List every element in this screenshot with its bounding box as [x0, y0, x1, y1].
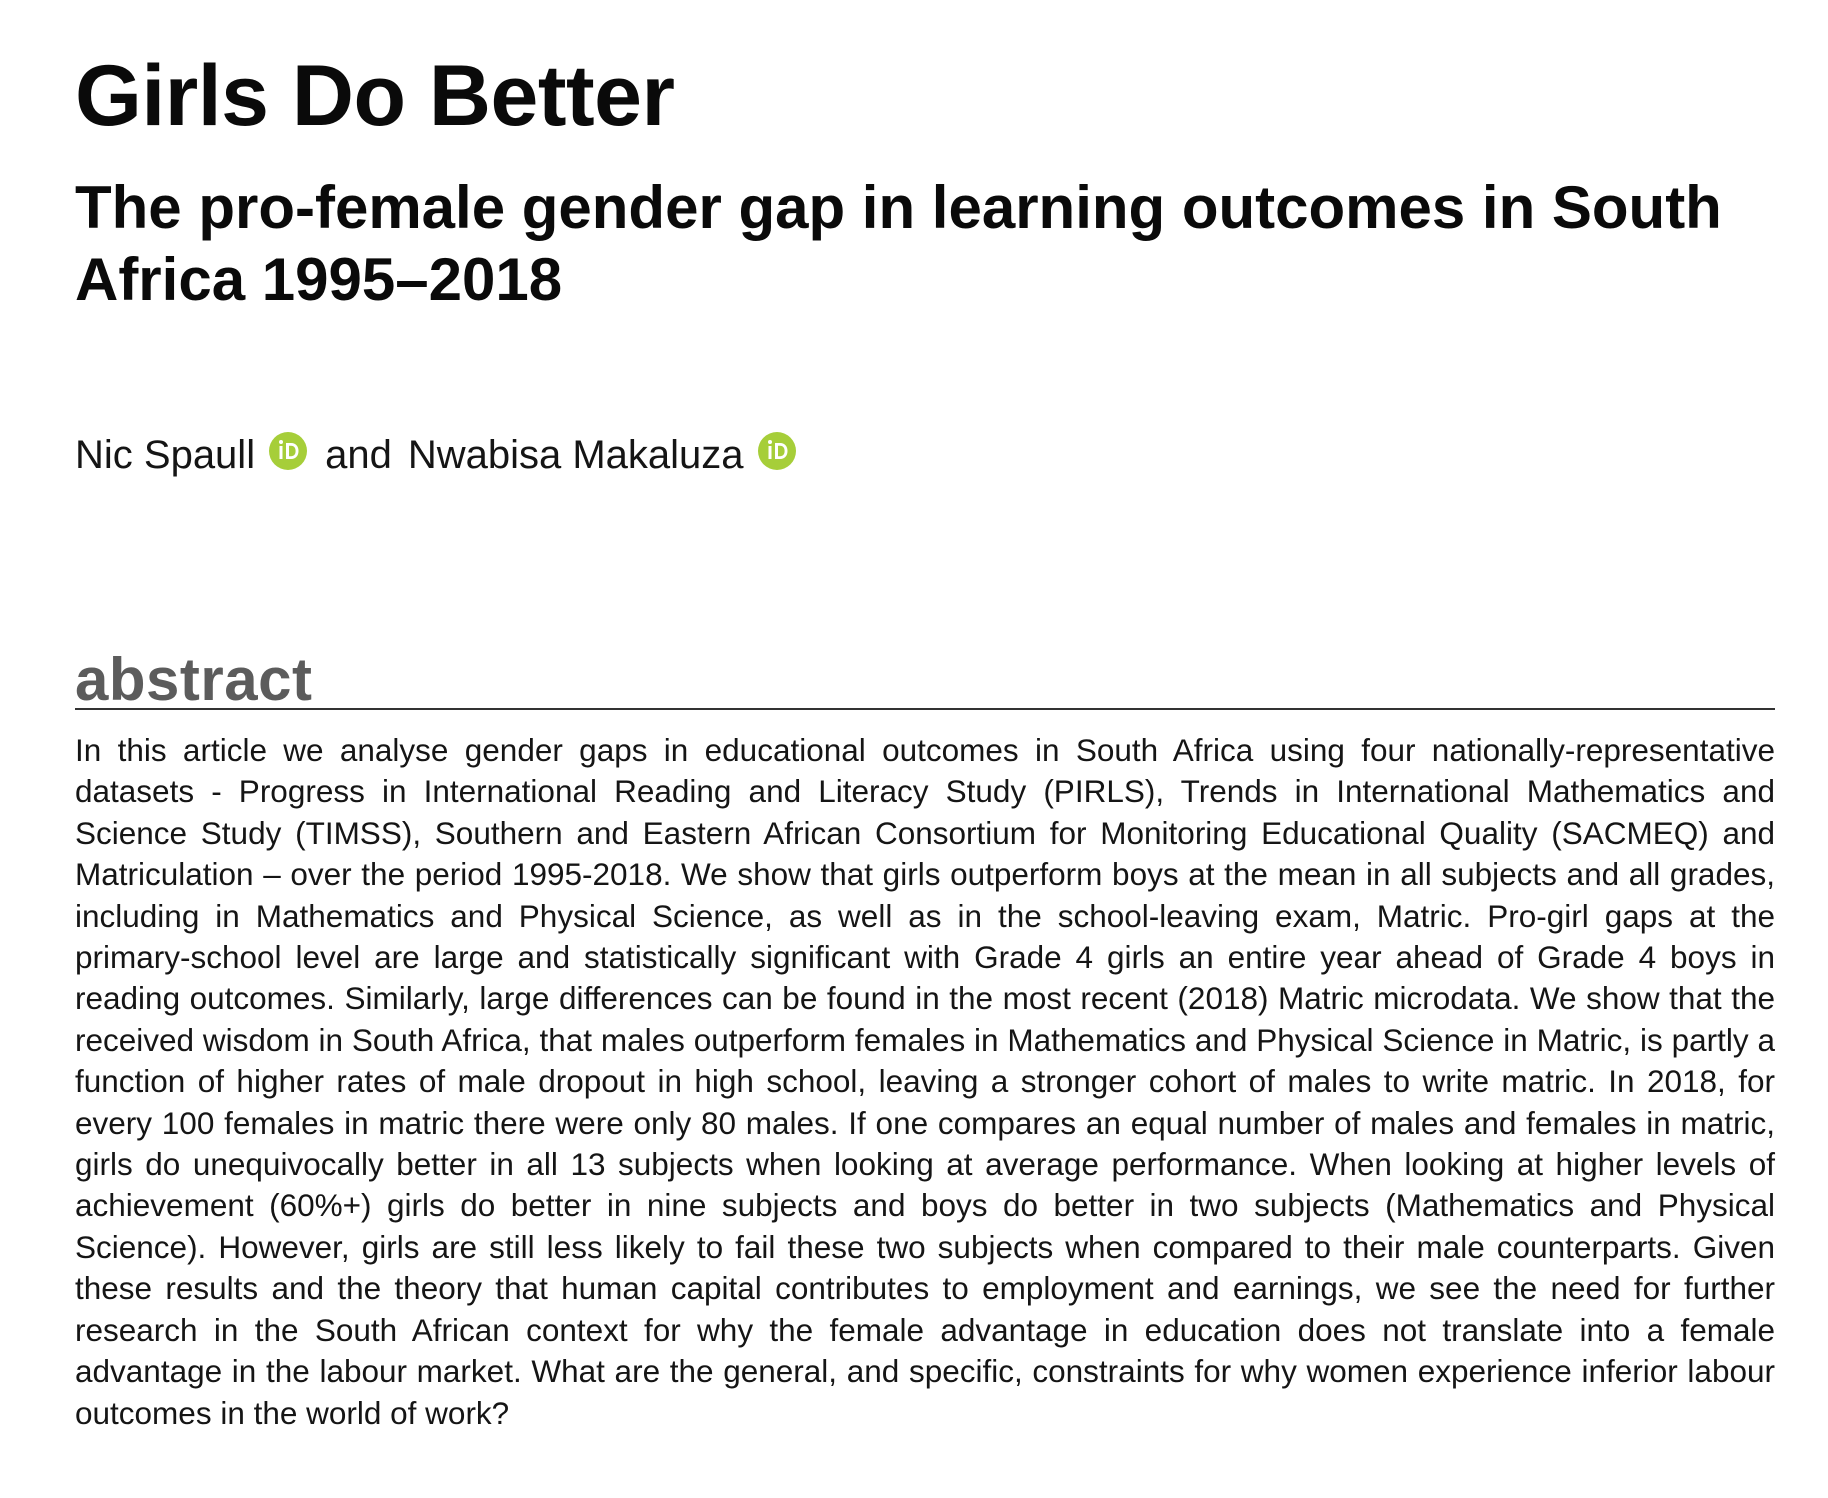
- article-page: [75, 0, 1775, 1498]
- author-conjunction: and: [325, 433, 392, 477]
- orcid-icon[interactable]: [269, 432, 307, 470]
- article-title: Girls Do Better: [75, 48, 675, 144]
- orcid-icon[interactable]: [758, 432, 796, 470]
- abstract-heading: abstract: [75, 646, 313, 713]
- author-name-1: Nic Spaull: [75, 433, 256, 477]
- author-line: [75, 428, 814, 482]
- article-subtitle: The pro-female gender gap in learning outcomes in South Africa 1995–2018: [75, 174, 1722, 313]
- abstract-text: In this article we analyse gender gaps in educational outcomes in South Africa using four nationally-representative datasets - Progress in International Reading and Literacy Study (PIRLS), Trends in International Mathematics and Science Study (TIMSS), Southern and Eastern African Consortium for Monitoring Educational Quality (SACMEQ) and Matriculation – over the period 1995-2018. We show that girls outperform boys at the mean in all subjects and all grades, including in Mathematics and Physical Science, as well as in the school-leaving exam, Matric. Pro-girl gaps at the primary-school level are large and statistically significant with Grade 4 girls an entire year ahead of Grade 4 boys in reading outcomes. Similarly, large differences can be found in the most recent (2018) Matric microdata. We show that the received wisdom in South Africa, that males outperform females in Mathematics and Physical Science in Matric, is partly a function of higher rates of male dropout in high school, leaving a stronger cohort of males to write matric. In 2018, for every 100 females in matric there were only 80 males. If one compares an equal number of males and females in matric, girls do unequivocally better in all 13 subjects when looking at average performance. When looking at higher levels of achievement (60%+) girls do better in nine subjects and boys do better in two subjects (Mathematics and Physical Science). However, girls are still less likely to fail these two subjects when compared to their male counterparts. Given these results and the theory that human capital contributes to employment and earnings, we see the need for further research in the South African context for why the female advantage in education does not translate into a female advantage in the labour market. What are the general, and specific, constraints for why women experience inferior labour outcomes in the world of work?: [75, 732, 1775, 1431]
- abstract-divider: [75, 708, 1775, 710]
- author-name-2: Nwabisa Makaluza: [407, 433, 744, 477]
